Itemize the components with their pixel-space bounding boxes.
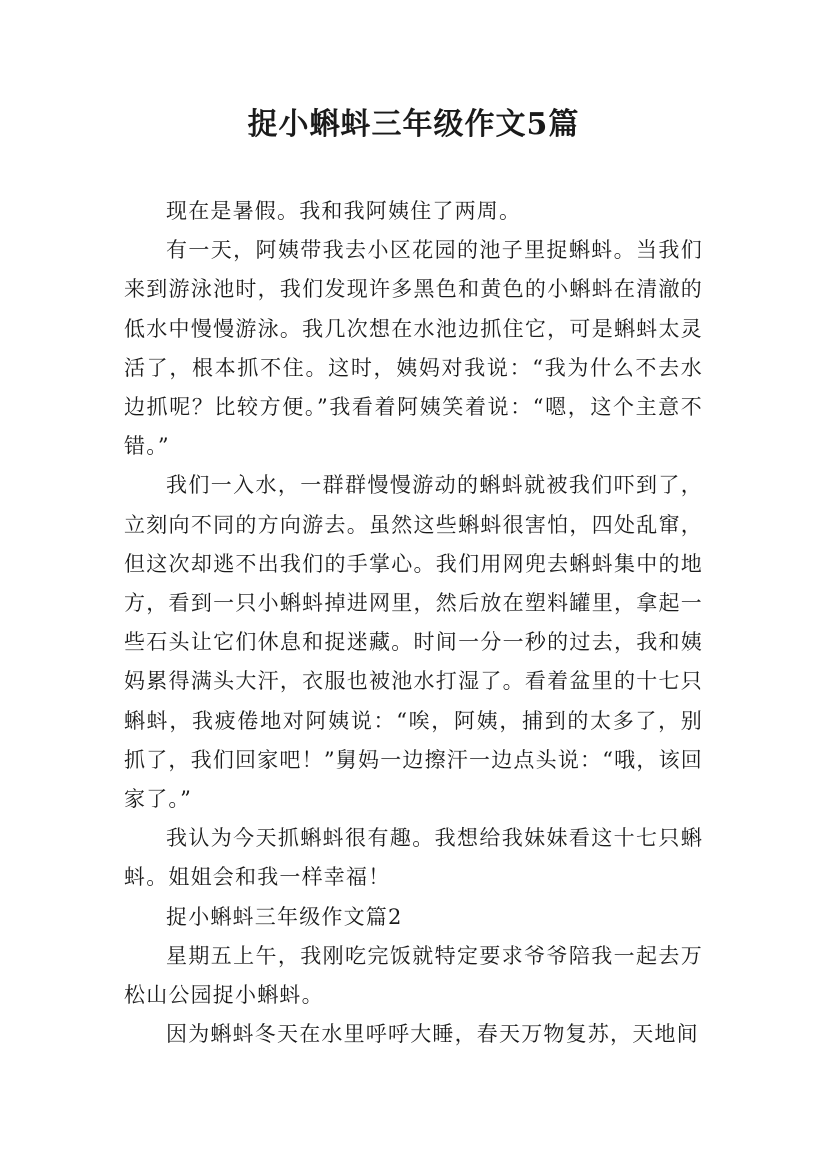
paragraph-4: 我认为今天抓蝌蚪很有趣。我想给我妹妹看这十七只蝌蚪。姐姐会和我一样幸福！ [124, 826, 703, 890]
paragraph-2: 有一天，阿姨带我去小区花园的池子里捉蝌蚪。当我们来到游泳池时，我们发现许多黑色和黄色的小蝌蚪在清澈的低水中慢慢游泳。我几次想在水池边抓住它，可是蝌蚪太灵活了，根本抓不住。这时，姨妈对我说：“我为什么不去水边抓呢？比较方便。”我看着阿姨笑着说：“嗯，这个主意不错。” [124, 238, 703, 459]
section-2-paragraph-1: 星期五上午，我刚吃完饭就特定要求爷爷陪我一起去万松山公园捉小蝌蚪。 [124, 943, 703, 1008]
section-2-paragraph-2: 因为蝌蚪冬天在水里呼呼大睡，春天万物复苏，天地间 [166, 1022, 699, 1047]
document-body [124, 192, 703, 1054]
paragraph-3: 我们一入水，一群群慢慢游动的蝌蚪就被我们吓到了，立刻向不同的方向游去。虽然这些蝌蚪很害怕，四处乱窜，但这次却逃不出我们的手掌心。我们用网兜去蝌蚪集中的地方，看到一只小蝌蚪掉进网里，然后放在塑料罐里，拿起一些石头让它们休息和捉迷藏。时间一分一秒的过去，我和姨妈累得满头大汗，衣服也被池水打湿了。看着盆里的十七只蝌蚪，我疲倦地对阿姨说：“唉，阿姨，捕到的太多了，别抓了，我们回家吧！”舅妈一边擦汗一边点头说：“哦，该回家了。” [124, 473, 703, 812]
section-2-heading: 捉小蝌蚪三年级作文篇2 [166, 904, 403, 929]
paragraph-1: 现在是暑假。我和我阿姨住了两周。 [166, 199, 522, 223]
document-title: 捉小蝌蚪三年级作文5篇 [247, 107, 580, 142]
